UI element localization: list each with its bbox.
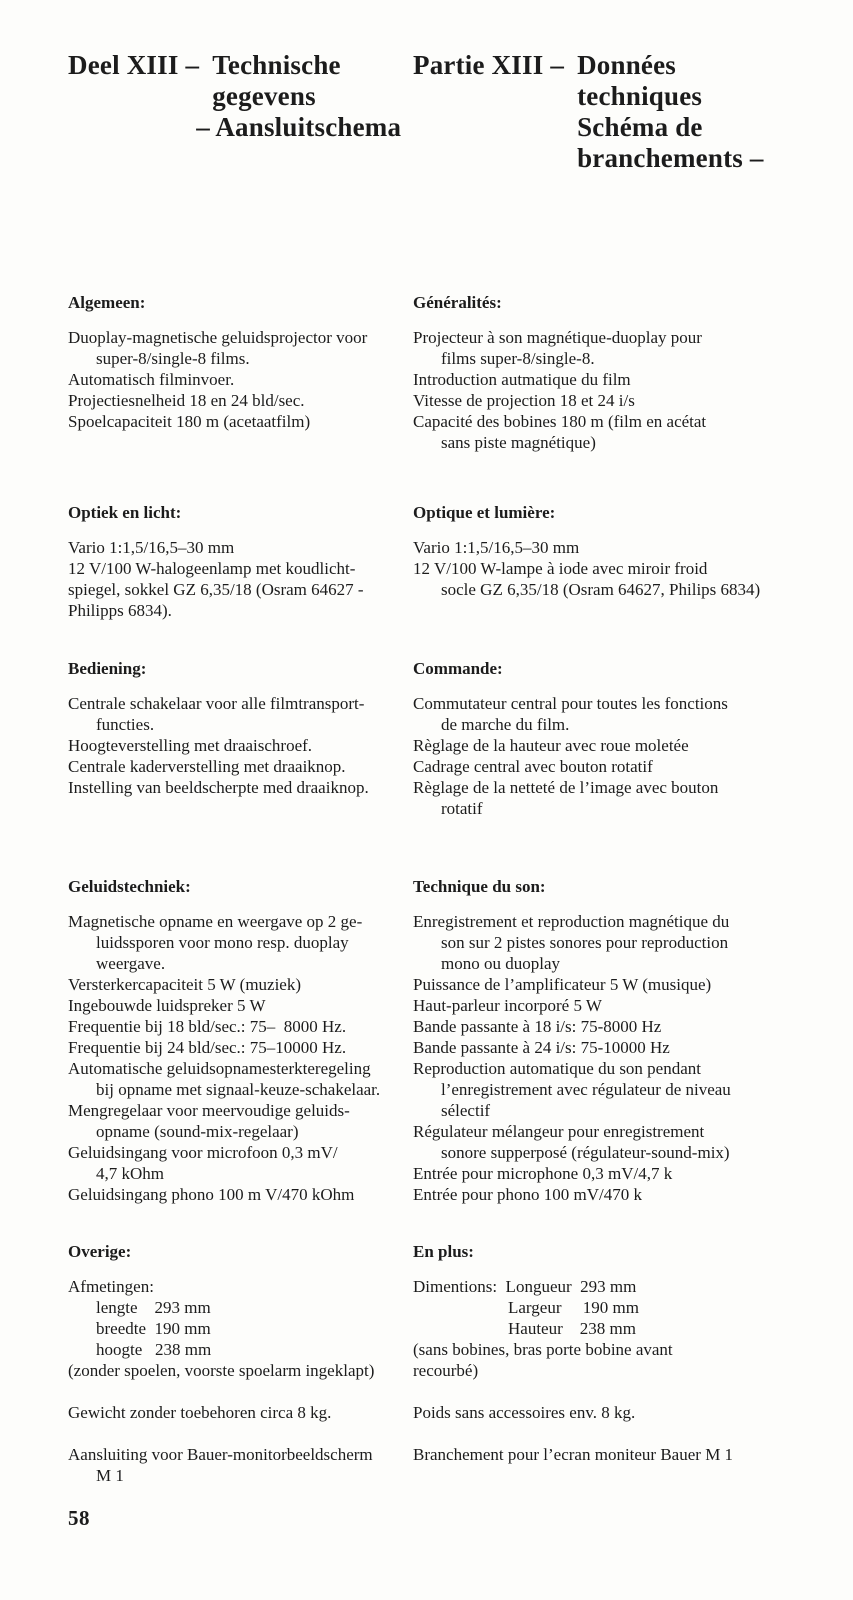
- text-line: Ingebouwde luidspreker 5 W: [68, 996, 266, 1015]
- text-line: 4,7 kOhm: [96, 1164, 164, 1183]
- section-body: [413, 911, 833, 1205]
- text-line: Projecteur à son magnétique-duoplay pour: [413, 328, 702, 347]
- section-right: [413, 502, 833, 600]
- title-french: [413, 50, 833, 174]
- section-heading: Overige:: [68, 1242, 132, 1261]
- section-right: [413, 876, 833, 1205]
- text-line: Projectiesnelheid 18 en 24 bld/sec.: [68, 391, 305, 410]
- title-line: gegevens: [212, 81, 316, 111]
- text-line: l’enregistrement avec régulateur de niveau: [441, 1080, 731, 1099]
- text-line: Geluidsingang voor microfoon 0,3 mV/: [68, 1143, 338, 1162]
- section-heading: Optiek en licht:: [68, 503, 182, 522]
- title-french-label: Partie XIII –: [413, 50, 565, 80]
- line-gap: [413, 1423, 833, 1444]
- section-body: [68, 1276, 413, 1486]
- text-line: Introduction autmatique du film: [413, 370, 631, 389]
- text-line: Cadrage central avec bouton rotatif: [413, 757, 653, 776]
- section-heading: Geluidstechniek:: [68, 877, 191, 896]
- text-line: Capacité des bobines 180 m (film en acétat: [413, 412, 707, 431]
- text-line: Hauteur 238 mm: [508, 1319, 636, 1338]
- spec-sections: [68, 292, 833, 1486]
- text-line: Vitesse de projection 18 et 24 i/s: [413, 391, 635, 410]
- text-line: Reproduction automatique du son pendant: [413, 1059, 701, 1078]
- title-french-lines: [577, 50, 764, 174]
- title-line: branchements –: [577, 143, 764, 173]
- text-line: de marche du film.: [441, 715, 570, 734]
- section-right: [413, 1241, 833, 1465]
- section-row: [68, 292, 833, 502]
- page-title: [68, 50, 833, 292]
- title-line: – Aansluitschema: [196, 112, 402, 142]
- page-footer: [68, 1506, 833, 1531]
- section-heading: Généralités:: [413, 293, 502, 312]
- text-line: (zonder spoelen, voorste spoelarm ingeklapt): [68, 1361, 375, 1380]
- title-line: Technische: [212, 50, 341, 80]
- section-heading: Bediening:: [68, 659, 147, 678]
- text-line: luidssporen voor mono resp. duoplay: [96, 933, 349, 952]
- text-line: son sur 2 pistes sonores pour reproduction: [441, 933, 729, 952]
- section-heading: En plus:: [413, 1242, 474, 1261]
- section-left: [68, 658, 413, 798]
- text-line: M 1: [96, 1466, 124, 1485]
- text-line: sans piste magnétique): [441, 433, 596, 452]
- text-line: opname (sound-mix-regelaar): [96, 1122, 299, 1141]
- text-line: Vario 1:1,5/16,5–30 mm: [413, 538, 580, 557]
- text-line: super-8/single-8 films.: [96, 349, 250, 368]
- text-line: bij opname met signaal-keuze-schakelaar.: [96, 1080, 381, 1099]
- text-line: sélectif: [441, 1101, 491, 1120]
- text-line: Gewicht zonder toebehoren circa 8 kg.: [68, 1403, 332, 1422]
- text-line: Centrale schakelaar voor alle filmtransport-: [68, 694, 365, 713]
- text-line: functies.: [96, 715, 155, 734]
- text-line: spiegel, sokkel GZ 6,35/18 (Osram 64627 -: [68, 580, 364, 599]
- title-dutch-lines: [196, 50, 402, 143]
- text-line: Aansluiting voor Bauer-monitorbeeldscherm: [68, 1445, 373, 1464]
- text-line: films super-8/single-8.: [441, 349, 595, 368]
- title-dutch-label: Deel XIII –: [68, 50, 200, 80]
- text-line: rotatif: [441, 799, 483, 818]
- page-number: 58: [68, 1506, 90, 1530]
- text-line: Enregistrement et reproduction magnétique du: [413, 912, 730, 931]
- text-line: Bande passante à 24 i/s: 75-10000 Hz: [413, 1038, 670, 1057]
- text-line: Centrale kaderverstelling met draaiknop.: [68, 757, 346, 776]
- text-line: Haut-parleur incorporé 5 W: [413, 996, 602, 1015]
- text-line: Entrée pour microphone 0,3 mV/4,7 k: [413, 1164, 673, 1183]
- section-right: [413, 658, 833, 819]
- text-line: Poids sans accessoires env. 8 kg.: [413, 1403, 636, 1422]
- section-body: [413, 327, 833, 453]
- section-left: [68, 502, 413, 621]
- section-left: [68, 292, 413, 432]
- title-line: Données: [577, 50, 676, 80]
- section-row: [68, 502, 833, 658]
- text-line: Frequentie bij 24 bld/sec.: 75–10000 Hz.: [68, 1038, 347, 1057]
- text-line: Afmetingen:: [68, 1277, 154, 1296]
- section-heading: Optique et lumière:: [413, 503, 556, 522]
- section-body: [68, 693, 413, 798]
- section-right: [413, 292, 833, 453]
- line-gap: [68, 1381, 413, 1402]
- text-line: Puissance de l’amplificateur 5 W (musique): [413, 975, 712, 994]
- text-line: Instelling van beeldscherpte med draaiknop.: [68, 778, 369, 797]
- text-line: (sans bobines, bras porte bobine avant: [413, 1340, 673, 1359]
- text-line: Mengregelaar voor meervoudige geluids-: [68, 1101, 350, 1120]
- section-left: [68, 876, 413, 1205]
- text-line: weergave.: [96, 954, 166, 973]
- section-row: [68, 658, 833, 876]
- text-line: Branchement pour l’ecran moniteur Bauer M 1: [413, 1445, 734, 1464]
- section-heading: Technique du son:: [413, 877, 546, 896]
- text-line: Versterkercapaciteit 5 W (muziek): [68, 975, 302, 994]
- section-body: [68, 911, 413, 1205]
- section-heading: Algemeen:: [68, 293, 146, 312]
- text-line: Largeur 190 mm: [508, 1298, 639, 1317]
- text-line: Commutateur central pour toutes les fonctions: [413, 694, 728, 713]
- text-line: recourbé): [413, 1361, 479, 1380]
- title-line: Schéma de: [577, 112, 703, 142]
- text-line: hoogte 238 mm: [96, 1340, 212, 1359]
- section-body: [68, 537, 413, 621]
- section-body: [68, 327, 413, 432]
- section-row: [68, 876, 833, 1241]
- text-line: 12 V/100 W-lampe à iode avec miroir froid: [413, 559, 708, 578]
- section-left: [68, 1241, 413, 1486]
- section-body: [413, 537, 833, 600]
- text-line: Dimentions: Longueur 293 mm: [413, 1277, 637, 1296]
- text-line: Spoelcapaciteit 180 m (acetaatfilm): [68, 412, 311, 431]
- title-line: techniques: [577, 81, 703, 111]
- text-line: Frequentie bij 18 bld/sec.: 75– 8000 Hz.: [68, 1017, 347, 1036]
- text-line: sonore supperposé (régulateur-sound-mix): [441, 1143, 730, 1162]
- section-body: [413, 693, 833, 819]
- section-row: [68, 1241, 833, 1486]
- text-line: Entrée pour phono 100 mV/470 k: [413, 1185, 642, 1204]
- text-line: Vario 1:1,5/16,5–30 mm: [68, 538, 235, 557]
- text-line: Règlage de la hauteur avec roue moletée: [413, 736, 689, 755]
- text-line: Bande passante à 18 i/s: 75-8000 Hz: [413, 1017, 662, 1036]
- text-line: Geluidsingang phono 100 m V/470 kOhm: [68, 1185, 355, 1204]
- line-gap: [413, 1381, 833, 1402]
- text-line: breedte 190 mm: [96, 1319, 211, 1338]
- section-body: [413, 1276, 833, 1465]
- title-dutch: [68, 50, 413, 143]
- text-line: Automatisch filminvoer.: [68, 370, 235, 389]
- line-gap: [68, 1423, 413, 1444]
- text-line: 12 V/100 W-halogeenlamp met koudlicht-: [68, 559, 356, 578]
- text-line: Hoogteverstelling met draaischroef.: [68, 736, 313, 755]
- text-line: lengte 293 mm: [96, 1298, 211, 1317]
- text-line: Règlage de la netteté de l’image avec bouton: [413, 778, 719, 797]
- section-heading: Commande:: [413, 659, 503, 678]
- text-line: Philipps 6834).: [68, 601, 172, 620]
- text-line: Magnetische opname en weergave op 2 ge-: [68, 912, 363, 931]
- text-line: Automatische geluidsopnamesterkteregeling: [68, 1059, 371, 1078]
- text-line: socle GZ 6,35/18 (Osram 64627, Philips 6834): [441, 580, 761, 599]
- text-line: Régulateur mélangeur pour enregistrement: [413, 1122, 705, 1141]
- text-line: mono ou duoplay: [441, 954, 560, 973]
- text-line: Duoplay-magnetische geluidsprojector voor: [68, 328, 368, 347]
